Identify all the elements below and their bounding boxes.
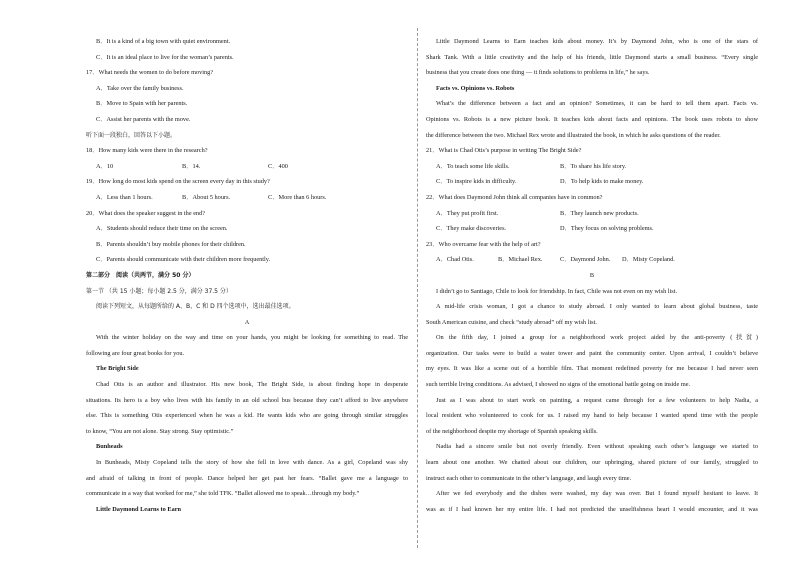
q17-option-b: B．Move to Spain with her parents. [96,100,188,108]
q17-option-a: A．Take over the family business. [96,84,184,92]
bright-side-text-line: else. This is something Otis experienced when he was a kid. He wants kids who are going through similar struggles [86,412,408,420]
q21-option-c: C．To inspire kids in difficulty. [436,178,517,186]
q18-stem: 18．How many kids were there in the research? [86,147,208,155]
q21-option-a: A．To teach some life skills. [436,162,510,170]
facts-opinions-text-line: Opinions vs. Robots is a new picture book. It teaches kids about facts and opinions. The book uses robots to show [426,115,758,123]
book-title-little-daymond: Little Daymond Learns to Earn [96,505,182,513]
facts-opinions-text-line: What’s the difference between a fact and an opinion? Sometimes, it can be hard to tell them apart. Facts vs. [436,100,758,108]
q22-option-a: A．They put profit first. [436,209,499,217]
q21-option-b: B．To share his life story. [560,162,627,170]
book-title-bright-side: The Bright Side [96,365,139,373]
passage-b-text-line: was as if I had known her my entire life. I had not predicted the unselfishness heart I would encounter, and it was [426,505,758,513]
q18-option-c: C．400 [268,162,288,170]
little-daymond-text-line: Little Daymond Learns to Earn teaches kids about money. It’s by Daymond John, who is one of the stars of [436,38,758,45]
q23-option-b: B．Michael Rex. [498,256,543,264]
q20-option-c: C．Parents should communicate with their children more frequently. [96,256,271,264]
book-title-bunheads: Bunheads [96,443,123,451]
q17-stem: 17．What needs the women to do before moving? [86,69,214,77]
q19-option-b: B．About 5 hours. [182,193,231,201]
q18-option-b: B．14. [182,162,201,170]
q22-options-row [426,221,758,237]
passage-b-text-line: South American cuisine, and check “study abroad” off my wish list. [426,318,597,326]
q23-option-d: D．Misty Copeland. [622,256,675,264]
little-daymond-text-line: business that you create does one thing — it finds solutions to problems in life,” he says. [426,69,650,77]
passage-a-intro-line: With the winter holiday on the way and time on your hands, you might be looking for something to read. The [96,334,408,342]
section-one-instruction: 阅读下列短文，从每题所给的 A、B、C 和 D 四个选项中，选出最佳选项。 [96,303,295,311]
passage-b-text-line: organization. Our tasks were to build a water tower and paint the community center. Upon arrival, I couldn’t believe [426,349,758,357]
bright-side-text-line: Chad Otis is an author and illustrator. His new book, The Bright Side, is about finding hope in desperate [96,381,408,389]
book-title-facts-opinions: Facts vs. Opinions vs. Robots [436,84,515,92]
q21-options-row [426,174,758,190]
passage-b-text-line: On the fifth day, I joined a group for a neighborhood work project aided by the anti-poverty (扶贫) [436,334,758,342]
q19-option-c: C．More than 6 hours. [268,193,327,201]
q22-stem: 22．What does Daymond John think all companies have in common? [426,193,603,201]
listening-instruction: 听下面一段独白，回答以下小题。 [86,131,177,139]
q21-options-row [426,159,758,175]
passage-b-text-line: my eyes. It was like a scene out of a horrible film. That moment redefined poverty for me because I had never seen [426,365,758,373]
q23-option-c: C．Daymond John. [560,256,611,264]
q22-option-c: C．They make discoveries. [436,225,507,233]
passage-b-text-line: Nadia had a sincere smile but not overly friendly. Even without speaking each other’s language we started to [436,443,758,451]
q16-option-b: B．It is a kind of a big town with quiet environment. [96,38,231,45]
q17-option-c: C．Assist her parents with the move. [96,115,191,123]
q23-stem: 23．Who overcame fear with the help of art? [426,240,541,248]
passage-b-label: B [589,271,595,279]
passage-b-text-line: local resident who volunteered to cook for us. I raised my hand to help because I wanted spend time with the people [426,412,758,420]
passage-a-label: A [244,318,250,326]
bunheads-text-line: In Bunheads, Misty Copeland tells the story of how she fell in love with dance. As a girl, Copeland was shy [96,459,408,467]
bunheads-text-line: communicate in a way that worked for me,” she told TFK. “Ballet allowed me to speak…through my body.” [86,490,360,498]
q20-option-b: B．Parents shouldn’t buy mobile phones for their children. [96,240,246,248]
left-column [86,34,408,517]
q20-option-a: A．Students should reduce their time on the screen. [96,225,228,233]
q20-stem: 20．What does the speaker suggest in the end? [86,209,206,217]
bright-side-text-line: to know, “You are not alone. Stay strong. Stay optimistic.” [86,427,234,435]
passage-a-intro-line: following are four great books for you. [86,349,185,357]
passage-b-text-line: such terrible living conditions. As advised, I showed no signs of the emotional battle going on inside me. [426,381,691,389]
facts-opinions-text-line: the difference between the two. Michael Rex wrote and illustrated the book, in which he asks questions of the reader. [426,131,721,139]
q16-option-c: C．It is an ideal place to live for the woman’s parents. [96,53,234,61]
passage-b-text-line: learn about one another. We chatted about our children, our upbringing, shared picture of our family, struggled to [426,459,758,467]
passage-b-text-line: After we fed everybody and the dishes were washed, my day was over. But I found myself hesitant to leave. It [436,490,758,498]
q22-option-b: B．They launch new products. [560,209,639,217]
q18-option-a: A．10 [96,162,114,170]
q19-option-a: A．Less than 1 hours. [96,193,153,201]
q22-options-row [426,206,758,222]
bright-side-text-line: situations. Its hero is a boy who lives with his family in an old school bus because they can’t afford to live anywhere [86,396,408,404]
passage-b-text-line: I didn’t go to Santiago, Chile to look for friendship. In fact, Chile was not even on my wish list. [436,287,678,295]
passage-b-text-line: of the neighborhood despite my shortage of Spanish speaking skills. [426,427,598,435]
q23-options-row [426,252,758,268]
column-divider [417,28,418,548]
bunheads-text-line: and afraid of talking in front of people. Dance helped her get past her fears. “Ballet gave me a language to [86,474,408,482]
q19-options [86,190,408,206]
q22-option-d: D．They focus on solving problems. [560,225,654,233]
q21-option-d: D．To help kids to make money. [560,178,644,186]
q23-option-a: A．Chad Otis. [436,256,474,264]
part-two-heading: 第二部分 阅读（共两节，满分 50 分） [86,271,195,279]
q19-stem: 19．How long do most kids spend on the screen every day in this study? [86,178,270,186]
passage-b-text-line: instruct each other to communicate in the other’s language, and laugh every time. [426,474,632,482]
little-daymond-text-line: Shark Tank. With a little creativity and the help of his friends, little Daymond starts a small business. “Every single [426,53,758,61]
section-one-heading: 第一节 （共 15 小题；每小题 2.5 分，满分 37.5 分） [86,287,232,295]
q18-options [86,159,408,175]
q21-stem: 21．What is Chad Otis’s purpose in writing The Bright Side? [426,147,582,155]
passage-b-text-line: Just as I was about to start work on painting, a request came through for a few volunteers to help Nadia, a [436,396,758,404]
passage-b-text-line: A mid-life crisis woman, I got a chance to study abroad. I only wanted to learn about global business, taste [436,303,758,311]
right-column [426,34,758,517]
